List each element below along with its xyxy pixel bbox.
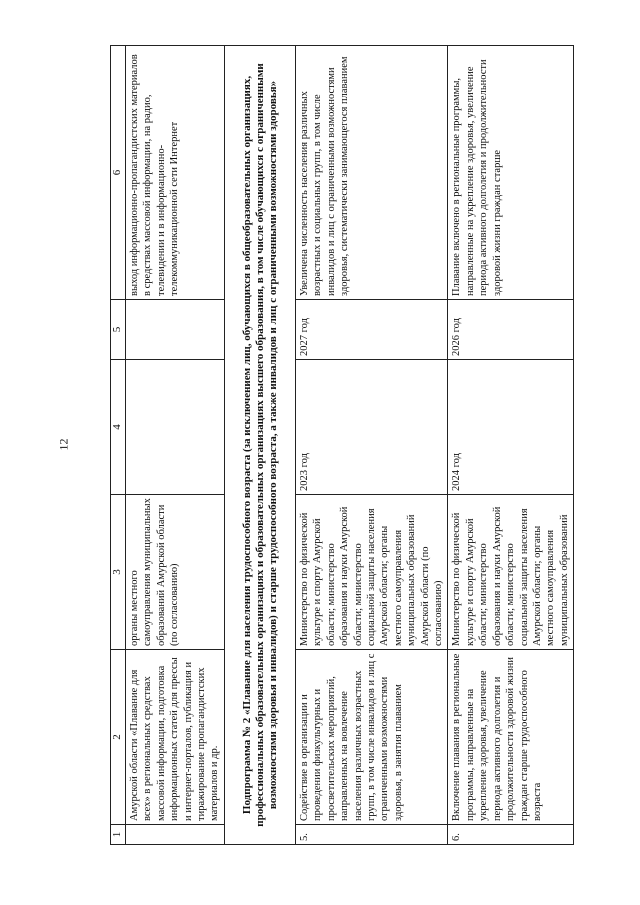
expected-result: Увеличена численность населения различных возрастных и социальных групп, в том числе инвалидов и лиц с ограниченными возможностями здоровья, систематически занимающегося плаванием xyxy=(296,46,448,300)
header-cell-1: 1 xyxy=(111,825,126,845)
start-year xyxy=(126,360,225,495)
row-number: 6. xyxy=(448,825,574,845)
table-header-row xyxy=(111,46,126,845)
row-number xyxy=(126,825,225,845)
executors: Министерство по физической культуре и спорту Амурской области; министерство образования и науки Амурской области; министерство социальной защиты населения Амурской области; органы местного самоуправления муниципальных образований xyxy=(448,495,574,650)
start-year: 2024 год xyxy=(448,360,574,495)
executors: органы местного самоуправления муниципальных образований Амурской области (по согласованию) xyxy=(126,495,225,650)
end-year: 2027 год xyxy=(296,300,448,360)
table-row xyxy=(448,46,574,845)
executors: Министерство по физической культуре и спорту Амурской области; министерство образования и науки Амурской области; министерство социальной защиты населения Амурской области; органы местного самоуправления муниципальных образований Амурской области (по согласованию) xyxy=(296,495,448,650)
measure-name: Содействие в организации и проведении физкультурных и просветительских мероприятий, направленных на вовлечение населения различных возрастных групп, в том числе инвалидов и лиц с ограниченными возможностями здоровья, в занятия плаванием xyxy=(296,650,448,825)
subprogram-heading: Подпрограмма № 2 «Плавание для населения трудоспособного возраста (за исключением лиц, обучающихся в общеобразовательных организациях, профессиональных образовательных организациях и образовательных организациях высшего образования, в том числе обучающихся с ограниченными возможностями здоровья и инвалидов) и старше трудоспособного возраста, а также инвалидов и лиц с ограниченными возможностями здоровья» xyxy=(225,46,296,845)
header-cell-5: 5 xyxy=(111,300,126,360)
page-number: 12 xyxy=(56,438,71,451)
end-year xyxy=(126,300,225,360)
measures-table xyxy=(110,45,574,845)
table-row xyxy=(126,46,225,845)
header-cell-6: 6 xyxy=(111,46,126,300)
measure-name: Включение плавания в региональные программы, направленные на укрепление здоровья, увеличение периода активного долголетия и продолжительности здоровой жизни граждан старше трудоспособного возраста xyxy=(448,650,574,825)
subprogram-heading-row xyxy=(225,46,296,845)
start-year: 2023 год xyxy=(296,360,448,495)
expected-result: выход информационно-пропагандистских материалов в средствах массовой информации, на радио, телевидении и в информационно-телекоммуникационной сети Интернет xyxy=(126,46,225,300)
row-number: 5. xyxy=(296,825,448,845)
end-year: 2026 год xyxy=(448,300,574,360)
header-cell-4: 4 xyxy=(111,360,126,495)
rotated-table-wrapper xyxy=(110,45,570,845)
table-row xyxy=(296,46,448,845)
expected-result: Плавание включено в региональные программы, направленные на укрепление здоровья, увеличение периода активного долголетия и продолжительности здоровой жизни граждан старше xyxy=(448,46,574,300)
measure-name: Амурской области «Плавание для всех» в региональных средствах массовой информации, подготовка информационных статей для прессы и интернет-порталов, публикация и тиражирование пропагандистских материалов и др. xyxy=(126,650,225,825)
header-cell-3: 3 xyxy=(111,495,126,650)
header-cell-2: 2 xyxy=(111,650,126,825)
